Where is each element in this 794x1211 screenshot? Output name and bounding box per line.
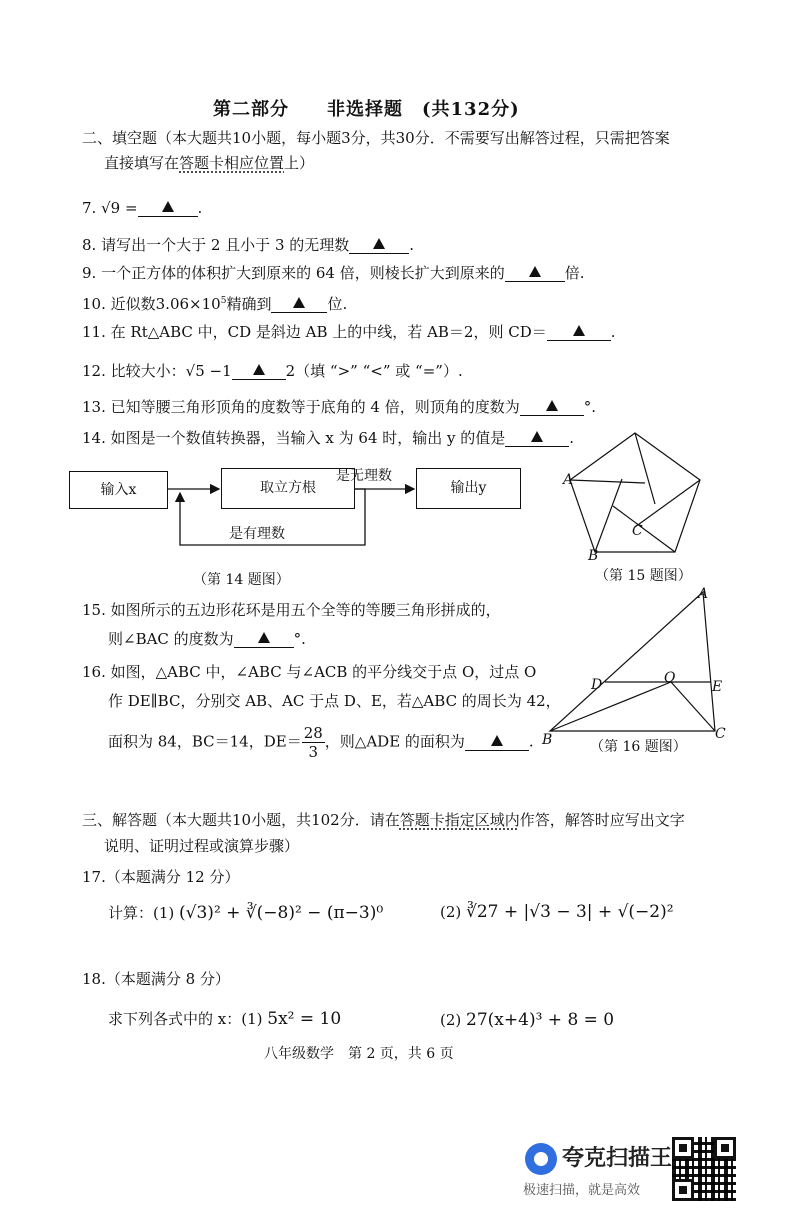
question-17-heading: 17.（本题满分 12 分） [82,868,240,886]
section-3-instruction: 三、解答题（本大题共10小题，共102分．请在答题卡指定区域内作答，解答时应写出文字 [82,811,685,829]
flow-output-box: 输出y [416,468,521,509]
question-16: 16. 如图，△ABC 中，∠ABC 与∠ACB 的平分线交于点 O，过点 O [82,663,537,681]
figure-14-caption: （第 14 题图） [193,572,290,588]
fig15-label-b: B [588,548,599,564]
fig15-label-c: C [632,523,643,539]
figure-16-triangle [540,588,740,738]
question-13: 13. 已知等腰三角形顶角的度数等于底角的 4 倍，则顶角的度数为 °. [82,398,597,416]
answer-triangle-icon [546,400,558,411]
flow-irrational-label: 是无理数 [336,468,392,484]
answer-triangle-icon [373,238,385,249]
qr-code-icon [672,1137,736,1201]
fig16-label-a: A [698,586,709,602]
figure-15-caption: （第 15 题图） [595,568,692,584]
brand-name: 夸克扫描王 [562,1146,673,1171]
fig16-label-e: E [712,679,723,695]
question-18-part2: (2) 27(x+4)³ + 8 = 0 [440,1010,615,1030]
figure-16-caption: （第 16 题图） [590,739,687,755]
answer-triangle-icon [253,364,265,375]
question-16-line3: 面积为 84，BC＝14，DE＝ $\frac{28}{3}$ ，则△ADE 的面积为 . [108,724,534,761]
question-7: 7. √9 = . [82,199,203,217]
page-title: 第二部分 非选择题 (共132分) [213,99,520,120]
fig16-label-b: B [542,732,553,748]
question-10: 10. 近似数$3.06\times 10^5$精确到 位. [82,295,348,313]
answer-triangle-icon [491,735,503,746]
fig15-label-a: A [563,472,574,488]
question-16-line2: 作 DE∥BC，分别交 AB、AC 于点 D、E，若△ABC 的周长为 42， [108,692,561,710]
fig16-label-d: D [591,677,603,693]
question-14: 14. 如图是一个数值转换器，当输入 x 为 64 时，输出 y 的值是 . [82,429,575,447]
question-12: 12. 比较大小：√5 −1 2（填 “>” “<” 或 “=”）. [82,362,463,380]
question-8: 8. 请写出一个大于 2 且小于 3 的无理数 . [82,236,415,254]
question-18-part1: 求下列各式中的 x：(1) 5x² = 10 [108,1009,342,1029]
section-2-instruction: 二、填空题（本大题共10小题，每小题3分，共30分．不需要写出解答过程，只需把答案 [82,129,670,147]
page-footer: 八年级数学 第 2 页，共 6 页 [264,1046,454,1062]
answer-triangle-icon [531,431,543,442]
answer-triangle-icon [529,266,541,277]
answer-triangle-icon [162,201,174,212]
brand-slogan: 极速扫描，就是高效 [523,1183,641,1198]
answer-triangle-icon [293,297,305,308]
section-2-instruction-2: 直接填写在答题卡相应位置上） [104,154,315,172]
question-17-part1: 计算：(1) (√3)² + ∛(−8)² − (π−3)⁰ [108,903,384,923]
question-11: 11. 在 Rt△ABC 中，CD 是斜边 AB 上的中线，若 AB＝2，则 CD＝ . [82,323,616,341]
flow-cube-root-box: 取立方根 [221,468,355,509]
fig16-label-o: O [664,670,676,686]
question-9: 9. 一个正方体的体积扩大到原来的 64 倍，则棱长扩大到原来的 倍. [82,264,585,282]
question-18-heading: 18.（本题满分 8 分） [82,970,230,988]
answer-triangle-icon [573,325,585,336]
question-17-part2: (2) ∛27 + |√3 − 3| + √(−2)² [440,902,674,922]
flow-rational-label: 是有理数 [229,526,285,542]
answer-triangle-icon [258,632,270,643]
flow-arrows [60,460,540,555]
question-15-line2: 则∠BAC 的度数为 °. [108,630,306,648]
question-15: 15. 如图所示的五边形花环是用五个全等的等腰三角形拼成的， [82,601,501,619]
figure-15-pentagon [560,428,710,568]
flow-input-box: 输入x [69,471,168,509]
quark-scanner-logo-icon [525,1143,557,1175]
fig16-label-c: C [715,726,726,742]
section-3-instruction-2: 说明、证明过程或演算步骤） [104,837,300,855]
